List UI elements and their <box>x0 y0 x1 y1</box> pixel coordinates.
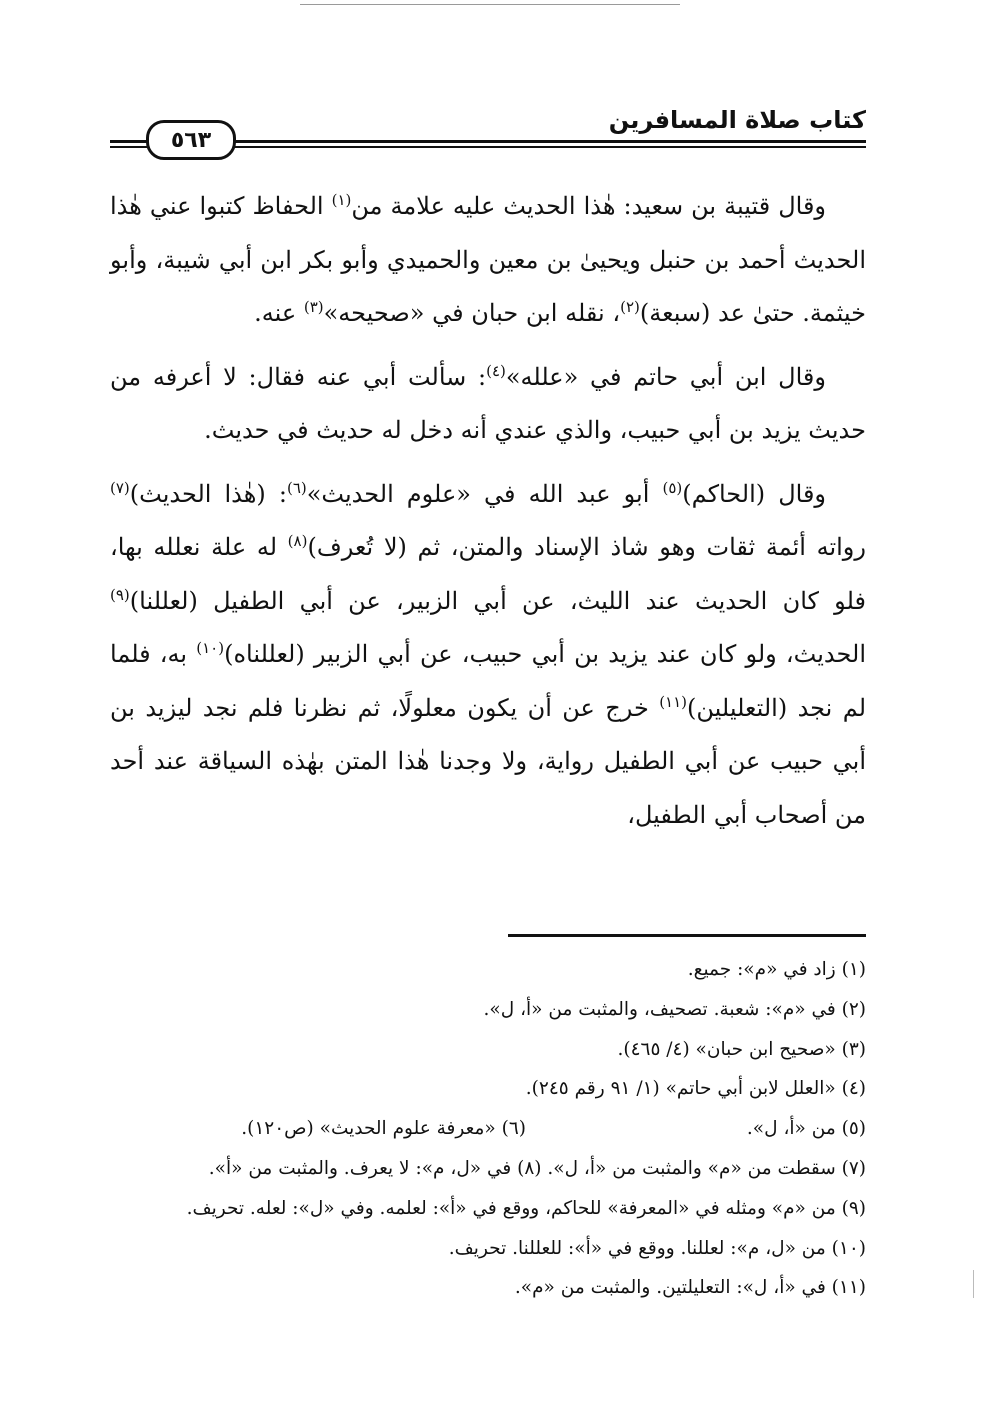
footnote-marker: (١) <box>331 191 352 209</box>
footnote-marker: (٥) <box>662 478 683 497</box>
footnote-separator <box>508 934 866 937</box>
footnote-item: (٦) «معرفة علوم الحديث» (ص١٢٠). <box>241 1118 526 1140</box>
footnote-marker: (٦) <box>286 478 307 497</box>
footnotes <box>110 950 866 1308</box>
scan-margin-mark <box>973 1270 974 1298</box>
footnote-item: (٥) من «أ، ل». <box>746 1118 866 1140</box>
footnote-marker: (٩) <box>110 585 130 604</box>
footnote-marker: (١١) <box>659 692 688 711</box>
footnote-marker: (١٠) <box>196 639 225 657</box>
main-text <box>110 180 866 852</box>
page-header <box>110 106 866 156</box>
footnote-item: (٤) «العلل لابن أبي حاتم» (١/ ٩١ رقم ٢٤٥). <box>525 1078 866 1100</box>
footnote-marker: (٨) <box>287 532 308 550</box>
paragraph: وقال ابن أبي حاتم في «علله»$^{(٤)}$: سألت أبي عنه فقال: لا أعرفه من حديث يزيد بن أبي حبيب، والذي عندي أنه دخل له حديث في حديث. <box>110 361 866 444</box>
footnote-item: (١٠) من «ل، م»: لعللنا. ووقع في «أ»: للعللنا. تحريف. <box>448 1237 866 1259</box>
footnote-item: (٧) سقطت من «م» والمثبت من «أ، ل». (٨) في «ل، م»: لا يعرف. والمثبت من «أ». <box>208 1157 866 1179</box>
footnote-item: (١١) في «أ، ل»: التعليلتين. والمثبت من «م». <box>514 1277 866 1299</box>
footnote-marker: (٣) <box>303 298 324 316</box>
footnote-marker: (٧) <box>110 478 130 497</box>
footnote-item: (١) زاد في «م»: جميع. <box>687 959 866 980</box>
footnote-marker: (٢) <box>620 298 640 316</box>
running-title: كتاب صلاة المسافرين <box>608 106 866 134</box>
footnote-marker: (٤) <box>486 361 506 380</box>
top-scan-line <box>300 4 680 5</box>
footnote-pair <box>110 1109 866 1149</box>
footnote-item: (٢) في «م»: شعبة. تصحيف، والمثبت من «أ، ل». <box>483 998 866 1020</box>
paragraph: وقال (الحاكم)$^{(٥)}$ أبو عبد الله في «علوم الحديث»$^{(٦)}$: (هٰذا الحديث)$^{(٧)}$ رواته أئمة ثقات وهو شاذ الإسناد والمتن، ثم (لا تُعرف)$^{(٨)}$ له علة نعلله بها، فلو كان الحديث عند الليث، عن أبي الزبير، عن أبي الطفيل (لعللنا)$^{(٩)}$ الحديث، ولو كان عند يزيد بن أبي حبيب، عن أبي الزبير (لعللناه)$^{(١٠)}$ به، فلما لم نجد (التعليلين)$^{(١١)}$ خرج عن أن يكون معلولًا، ثم نظرنا فلم نجد ليزيد بن أبي حبيب عن أبي الطفيل رواية، ولا وجدنا هٰذا المتن بهٰذه السياقة عند أحد من أصحاب أبي الطفيل، <box>110 478 867 829</box>
page-number-badge: ٥٦٣ <box>146 120 236 160</box>
paragraph: وقال قتيبة بن سعيد: هٰذا الحديث عليه علامة من$^{(١)}$ الحفاظ كتبوا عني هٰذا الحديث أحمد بن حنبل ويحيىٰ بن معين والحميدي وأبو بكر ابن أبي شيبة، وأبو خيثمة. حتىٰ عد (سبعة)$^{(٢)}$، نقله ابن حبان في «صحيحه»$^{(٣)}$ عنه. <box>110 191 866 327</box>
footnote-item: (٩) من «م» ومثله في «المعرفة» للحاكم، ووقع في «أ»: لعلمه. وفي «ل»: لعله. تحريف. <box>186 1197 866 1219</box>
footnote-item: (٣) «صحيح ابن حبان» (٤/ ٤٦٥). <box>617 1038 866 1060</box>
